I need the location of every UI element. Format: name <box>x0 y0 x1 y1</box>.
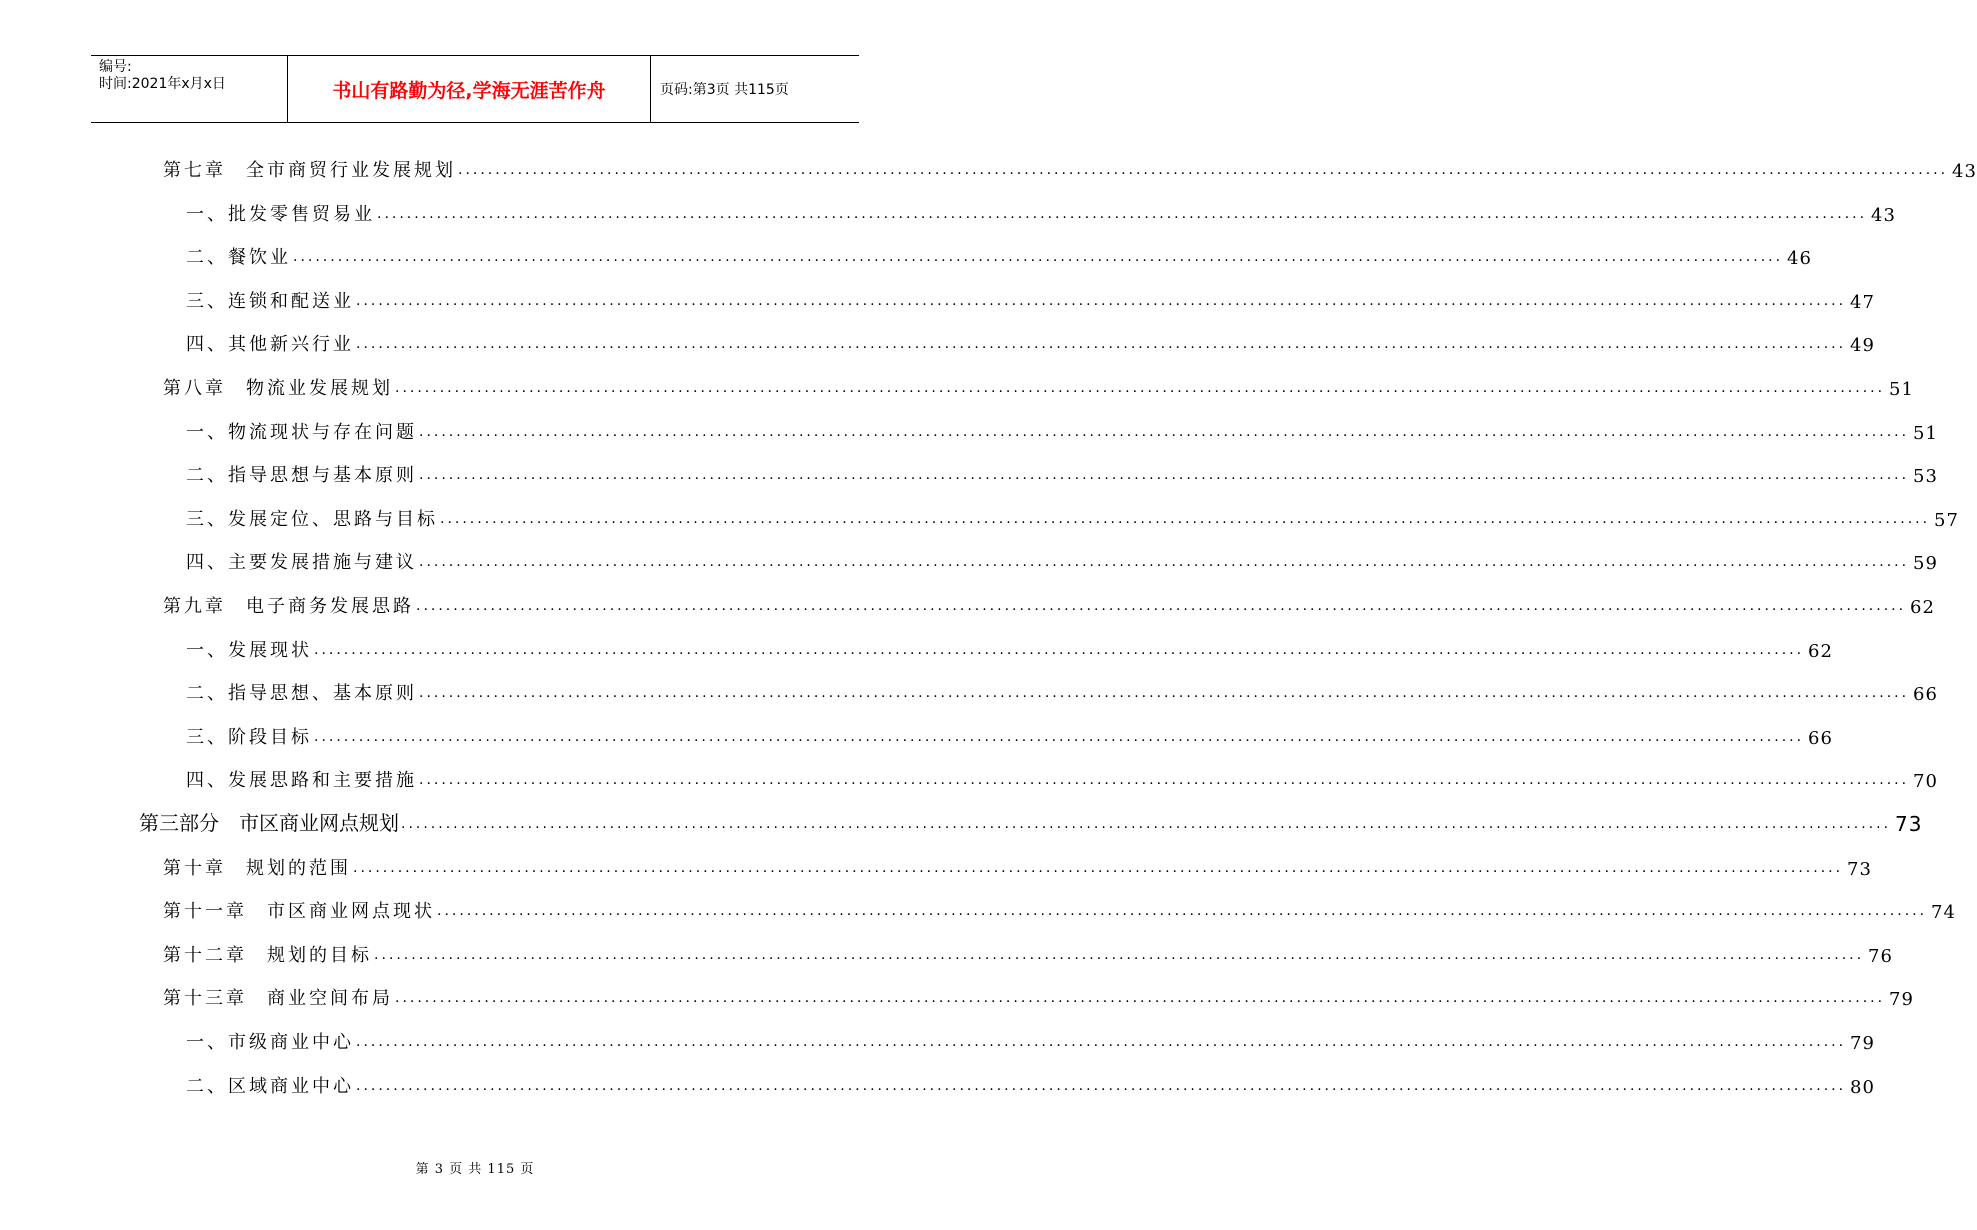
toc-entry-title <box>139 807 399 836</box>
toc-entry-number: 第十三章 <box>163 988 247 1010</box>
toc-entry[interactable] <box>163 588 1935 618</box>
toc-entry-page: 62 <box>1910 597 1935 618</box>
toc-entry-page: 62 <box>1808 640 1833 662</box>
toc-entry-title <box>186 418 417 444</box>
toc-entry-page: 43 <box>1871 204 1896 226</box>
toc-leader-dots: ........................................................................................................................................................................................................ <box>401 816 1892 832</box>
toc-entry[interactable] <box>163 937 1893 967</box>
toc-entry-text: 市区商业网点现状 <box>267 901 435 923</box>
toc-entry[interactable] <box>186 1068 1875 1098</box>
toc-leader-dots: ........................................................................................................................................................................................................ <box>356 336 1847 353</box>
toc-entry-page: 49 <box>1850 335 1875 357</box>
toc-entry-number: 第十二章 <box>163 944 247 966</box>
toc-entry-number: 第十一章 <box>163 901 247 923</box>
toc-leader-dots: ........................................................................................................................................................................................................ <box>293 249 1784 266</box>
toc-leader-dots: ........................................................................................................................................................................................................ <box>419 554 1910 571</box>
toc-entry-title <box>163 374 393 400</box>
toc-entry-title <box>186 766 417 792</box>
toc-entry-title <box>186 243 291 269</box>
toc-entry[interactable] <box>186 414 1938 444</box>
toc-entry-number: 第七章 <box>163 160 226 181</box>
toc-leader-dots: ........................................................................................................................................................................................................ <box>419 685 1910 702</box>
toc-entry-page: 59 <box>1913 553 1938 575</box>
toc-leader-dots: ........................................................................................................................................................................................................ <box>440 510 1931 527</box>
page-footer: 第 3 页 共 115 页 <box>415 1162 535 1177</box>
toc-entry-page: 76 <box>1868 945 1893 967</box>
toc-entry-title <box>186 679 417 705</box>
header-motto: 书山有路勤为径,学海无涯苦作舟 <box>287 56 651 122</box>
toc-entry[interactable] <box>186 1024 1875 1054</box>
toc-entry-page: 43 <box>1952 161 1977 182</box>
toc-entry[interactable] <box>163 850 1872 880</box>
toc-leader-dots: ........................................................................................................................................................................................................ <box>314 728 1805 745</box>
toc-entry-text: 指导思想与基本原则 <box>228 465 417 487</box>
toc-leader-dots: ........................................................................................................................................................................................................ <box>419 772 1910 789</box>
toc-entry-title <box>163 897 435 923</box>
toc-entry-number: 四、 <box>186 334 228 356</box>
toc-entry-number: 二、 <box>186 683 228 705</box>
toc-entry-number: 一、 <box>186 639 228 661</box>
toc-entry[interactable] <box>186 283 1875 313</box>
toc-entry-number: 第八章 <box>163 378 226 399</box>
toc-entry-text: 餐饮业 <box>228 247 291 269</box>
toc-entry-text: 物流业发展规划 <box>246 378 393 399</box>
toc-entry[interactable] <box>186 501 1959 531</box>
toc-entry-text: 规划的目标 <box>267 944 372 966</box>
toc-entry-page: 73 <box>1895 812 1923 836</box>
toc-leader-dots: ........................................................................................................................................................................................................ <box>458 162 1949 178</box>
toc-leader-dots: ........................................................................................................................................................................................................ <box>377 205 1868 222</box>
toc-entry-title <box>163 984 393 1010</box>
toc-entry-text: 发展定位、思路与目标 <box>228 508 438 530</box>
toc-leader-dots: ........................................................................................................................................................................................................ <box>395 380 1886 396</box>
toc-entry[interactable] <box>139 806 1923 836</box>
toc-entry-title <box>163 592 414 618</box>
toc-entry-number: 第十章 <box>163 857 226 879</box>
toc-entry[interactable] <box>186 762 1938 793</box>
toc-leader-dots: ........................................................................................................................................................................................................ <box>356 1077 1847 1094</box>
toc-entry-page: 66 <box>1913 684 1938 706</box>
toc-entry-number: 第三部分 <box>139 811 219 835</box>
toc-entry-text: 规划的范围 <box>246 857 351 879</box>
toc-entry-text: 其他新兴行业 <box>228 334 354 356</box>
toc-entry-page: 73 <box>1847 858 1872 880</box>
toc-entry-number: 二、 <box>186 247 228 269</box>
toc-entry-number: 三、 <box>186 290 228 312</box>
toc-entry[interactable] <box>163 980 1914 1011</box>
toc-leader-dots: ........................................................................................................................................................................................................ <box>419 423 1910 440</box>
toc-entry-text: 连锁和配送业 <box>228 290 354 312</box>
header-meta <box>91 56 287 122</box>
toc-entry-title <box>186 1072 354 1098</box>
header-page-info: 页码:第3页 共115页 <box>660 82 789 98</box>
toc-entry[interactable] <box>163 152 1977 182</box>
toc-entry-number: 一、 <box>186 203 228 225</box>
toc-entry[interactable] <box>186 719 1833 749</box>
toc-entry[interactable] <box>186 675 1938 706</box>
toc-entry[interactable] <box>186 196 1896 226</box>
toc-leader-dots: ........................................................................................................................................................................................................ <box>437 903 1928 920</box>
toc-entry-title <box>186 200 375 226</box>
toc-entry-title <box>186 636 312 662</box>
toc-entry-number: 一、 <box>186 1032 228 1053</box>
toc-entry-text: 物流现状与存在问题 <box>228 421 417 443</box>
page-header <box>91 55 859 123</box>
toc-entry[interactable] <box>186 632 1833 662</box>
toc-entry-number: 二、 <box>186 465 228 487</box>
toc-entry-text: 商业空间布局 <box>267 988 393 1010</box>
toc-entry[interactable] <box>163 893 1956 924</box>
toc-entry-page: 79 <box>1889 989 1914 1011</box>
toc-entry-text: 市级商业中心 <box>228 1032 354 1053</box>
toc-entry[interactable] <box>186 544 1938 575</box>
toc-entry[interactable] <box>163 370 1914 400</box>
toc-entry-text: 全市商贸行业发展规划 <box>246 160 456 181</box>
toc-entry-title <box>186 330 354 356</box>
serial-label: 编号: <box>99 59 132 75</box>
toc-entry-title <box>186 505 438 531</box>
toc-entry-text: 市区商业网点规划 <box>239 811 399 835</box>
toc-entry-text: 发展思路和主要措施 <box>228 770 417 792</box>
toc-entry-page: 51 <box>1889 379 1914 400</box>
toc-leader-dots: ........................................................................................................................................................................................................ <box>395 990 1886 1007</box>
toc-leader-dots: ........................................................................................................................................................................................................ <box>356 1034 1847 1050</box>
toc-entry-page: 74 <box>1931 902 1956 924</box>
toc-entry-title <box>186 287 354 313</box>
toc-leader-dots: ........................................................................................................................................................................................................ <box>356 292 1847 309</box>
toc-entry-number: 二、 <box>186 1075 228 1097</box>
toc-entry[interactable] <box>186 239 1812 270</box>
toc-entry-page: 66 <box>1808 727 1833 749</box>
toc-entry-title <box>163 156 456 182</box>
toc-entry-page: 51 <box>1913 422 1938 444</box>
toc-entry-number: 一、 <box>186 421 228 443</box>
toc-entry-text: 指导思想、基本原则 <box>228 683 417 705</box>
toc-entry-page: 57 <box>1934 509 1959 531</box>
toc-entry-title <box>163 941 372 967</box>
time-label: 时间:2021年x月x日 <box>99 76 226 92</box>
toc-entry-title <box>163 854 351 880</box>
toc-entry-page: 70 <box>1913 771 1938 793</box>
toc-entry-text: 发展现状 <box>228 639 312 661</box>
toc-entry-page: 47 <box>1850 291 1875 313</box>
toc-entry-page: 79 <box>1850 1033 1875 1054</box>
toc-leader-dots: ........................................................................................................................................................................................................ <box>314 641 1805 658</box>
toc-entry-text: 电子商务发展思路 <box>246 596 414 617</box>
toc-entry-text: 主要发展措施与建议 <box>228 552 417 574</box>
toc-entry-title <box>186 723 312 749</box>
toc-entry-number: 第九章 <box>163 596 226 617</box>
toc-entry-text: 区域商业中心 <box>228 1075 354 1097</box>
toc-entry[interactable] <box>186 457 1938 488</box>
toc-entry[interactable] <box>186 326 1875 357</box>
toc-entry-page: 80 <box>1850 1076 1875 1098</box>
toc-entry-page: 46 <box>1787 248 1812 270</box>
toc-entry-text: 批发零售贸易业 <box>228 203 375 225</box>
toc-entry-number: 三、 <box>186 508 228 530</box>
toc-entry-title <box>186 1028 354 1054</box>
toc-leader-dots: ........................................................................................................................................................................................................ <box>353 859 1844 876</box>
toc-entry-title <box>186 548 417 574</box>
toc-entry-number: 四、 <box>186 552 228 574</box>
toc-leader-dots: ........................................................................................................................................................................................................ <box>416 598 1907 614</box>
toc-leader-dots: ........................................................................................................................................................................................................ <box>374 946 1865 963</box>
toc-entry-number: 三、 <box>186 726 228 748</box>
toc-entry-text: 阶段目标 <box>228 726 312 748</box>
toc-entry-page: 53 <box>1913 466 1938 488</box>
toc-entry-number: 四、 <box>186 770 228 792</box>
toc-entry-title <box>186 461 417 487</box>
toc-leader-dots: ........................................................................................................................................................................................................ <box>419 467 1910 484</box>
